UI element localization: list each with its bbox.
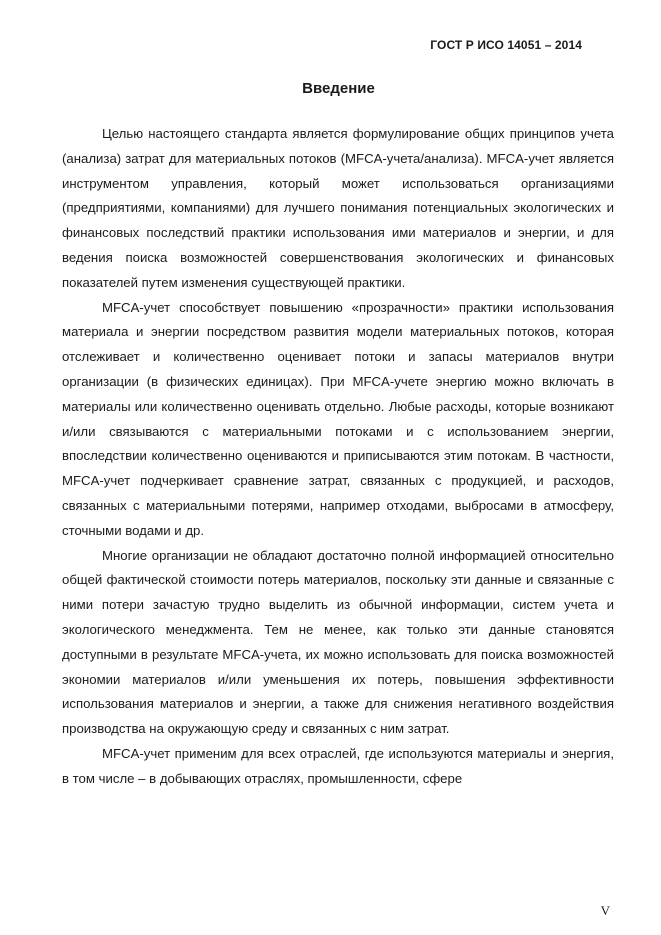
body-text <box>62 122 614 792</box>
page-number: V <box>600 903 610 918</box>
document-code: ГОСТ Р ИСО 14051 – 2014 <box>430 38 582 52</box>
paragraph-transparency: MFCA-учет способствует повышению «прозрачности» практики использования материала и энергии посредством развития модели материальных потоков, которая отслеживает и количественно оценивает потоки и запасы материалов внутри организации (в физических единицах). При MFCA-учете энергию можно включать в материалы или количественно оценивать отдельно. Любые расходы, которые возникают и/или связываются с материальными потоками и с использованием энергии, впоследствии количественно оцениваются и приписываются этим потокам. В частности, MFCA-учет подчеркивает сравнение затрат, связанных с продукцией, и расходов, связанных с материальными потерями, например отходами, выбросами в атмосферу, сточными водами и др. <box>62 299 614 538</box>
section-title: Введение <box>302 80 375 97</box>
paragraph-purpose: Целью настоящего стандарта является формулирование общих принципов учета (анализа) затрат для материальных потоков (MFCA-учета/анализа). MFCA-учет является инструментом управления, который может использоваться организациями (предприятиями, компаниями) для лучшего понимания потенциальных экологических и финансовых последствий практики использования ими материалов и энергии, и для ведения поиска возможностей совершенствования экологических и финансовых показателей путем изменения существующей практики. <box>62 126 614 290</box>
paragraph-losses: Многие организации не обладают достаточно полной информацией относительно общей фактической стоимости потерь материалов, поскольку эти данные и связанные с ними потери зачастую трудно выделить из обычной информации, систем учета и экологического менеджмента. Тем не менее, как только эти данные становятся доступными в результате MFCA-учета, их можно использовать для поиска возможностей экономии материалов и/или уменьшения их потерь, повышения эффективности использования материалов и энергии, а также для снижения негативного воздействия производства на окружающую среду и связанных с ним затрат. <box>62 547 614 737</box>
paragraph-applicability: MFCA-учет применим для всех отраслей, где используются материалы и энергия, в том числе – в добывающих отраслях, промышленности, сфере <box>62 745 614 786</box>
